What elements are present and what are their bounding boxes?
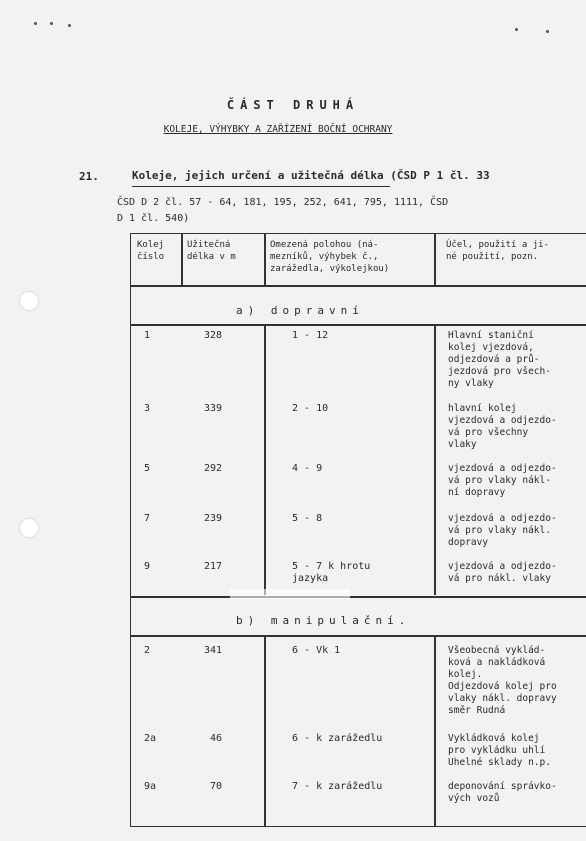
scan-fade	[230, 589, 350, 599]
track-number: 2a	[144, 733, 157, 744]
track-bounds: 6 - Vk 1	[292, 645, 341, 656]
page-subtitle: KOLEJE, VÝHYBKY A ZAŘÍZENÍ BOČNÍ OCHRANY	[163, 124, 393, 135]
section-reference-line-2: D 1 čl. 540)	[117, 213, 190, 224]
paper-speck	[68, 24, 71, 27]
table-rule	[130, 285, 586, 287]
section-reference-line-1: ČSD D 2 čl. 57 - 64, 181, 195, 252, 641, 795, 1111, ČSD	[117, 197, 449, 208]
track-number: 9a	[144, 781, 157, 792]
track-purpose: Všeobecná vyklád- ková a nakládková kolej. Odjezdová kolej pro vlaky nákl. dopravy směr Rudná	[448, 645, 557, 716]
track-bounds: 4 - 9	[292, 463, 323, 474]
paper-speck	[546, 30, 549, 33]
track-purpose: vjezdová a odjezdo- vá pro vlaky nákl- ní dopravy	[448, 463, 557, 498]
section-number: 21.	[79, 170, 99, 183]
group-label-traffic: a) dopravní	[236, 304, 364, 317]
table-rule	[130, 324, 586, 326]
track-bounds: 5 - 8	[292, 513, 323, 524]
track-purpose: vjezdová a odjezdo- vá pro nákl. vlaky	[448, 561, 557, 584]
track-purpose: Hlavní staniční kolej vjezdová, odjezdová a prů- jezdová pro všech- ny vlaky	[448, 330, 551, 389]
track-length: 328	[204, 330, 223, 341]
table-divider	[181, 233, 183, 285]
paper-speck	[515, 28, 518, 31]
track-bounds: 5 - 7 k hrotu jazyka	[292, 561, 371, 584]
table-rule	[130, 635, 586, 637]
track-purpose: hlavní kolej vjezdová a odjezdo- vá pro všechny vlaky	[448, 403, 557, 450]
table-rule	[130, 596, 586, 598]
table-divider	[264, 325, 266, 595]
punch-hole	[20, 292, 38, 310]
track-bounds: 2 - 10	[292, 403, 329, 414]
group-label-shunting: b) manipulační.	[236, 614, 411, 627]
track-bounds: 1 - 12	[292, 330, 329, 341]
paper-speck	[50, 22, 53, 25]
track-length: 341	[204, 645, 223, 656]
table-divider	[434, 233, 436, 285]
table-divider	[264, 636, 266, 827]
track-number: 5	[144, 463, 151, 474]
track-length: 217	[204, 561, 223, 572]
section-heading: Koleje, jejich určení a užitečná délka (ČSD P 1 čl. 33	[132, 169, 490, 182]
track-length: 339	[204, 403, 223, 414]
track-number: 9	[144, 561, 151, 572]
table-divider	[264, 233, 266, 285]
table-divider	[434, 636, 436, 827]
track-length: 46	[210, 733, 223, 744]
table-divider	[434, 325, 436, 595]
track-length: 70	[210, 781, 223, 792]
header-bounded: Omezená polohou (ná- mezníků, výhybek č., zarážedla, výkolejkou)	[270, 240, 390, 274]
track-length: 292	[204, 463, 223, 474]
track-length: 239	[204, 513, 223, 524]
track-purpose: Vykládková kolej pro vykládku uhlí Uhelné sklady n.p.	[448, 733, 551, 768]
header-purpose: Účel, použití a ji- né použití, pozn.	[446, 240, 549, 262]
track-purpose: deponování správko- vých vozů	[448, 781, 557, 804]
track-number: 7	[144, 513, 151, 524]
track-number: 2	[144, 645, 151, 656]
track-purpose: vjezdová a odjezdo- vá pro vlaky nákl. dopravy	[448, 513, 557, 548]
track-bounds: 7 - k zarážedlu	[292, 781, 383, 792]
paper-speck	[34, 22, 37, 25]
track-number: 1	[144, 330, 151, 341]
heading-underline	[132, 186, 390, 187]
track-bounds: 6 - k zarážedlu	[292, 733, 383, 744]
header-track: Kolej číslo	[137, 240, 165, 262]
header-length: Užitečná délka v m	[187, 240, 236, 262]
punch-hole	[20, 519, 38, 537]
page-title: ČÁST DRUHÁ	[226, 98, 360, 112]
track-number: 3	[144, 403, 151, 414]
